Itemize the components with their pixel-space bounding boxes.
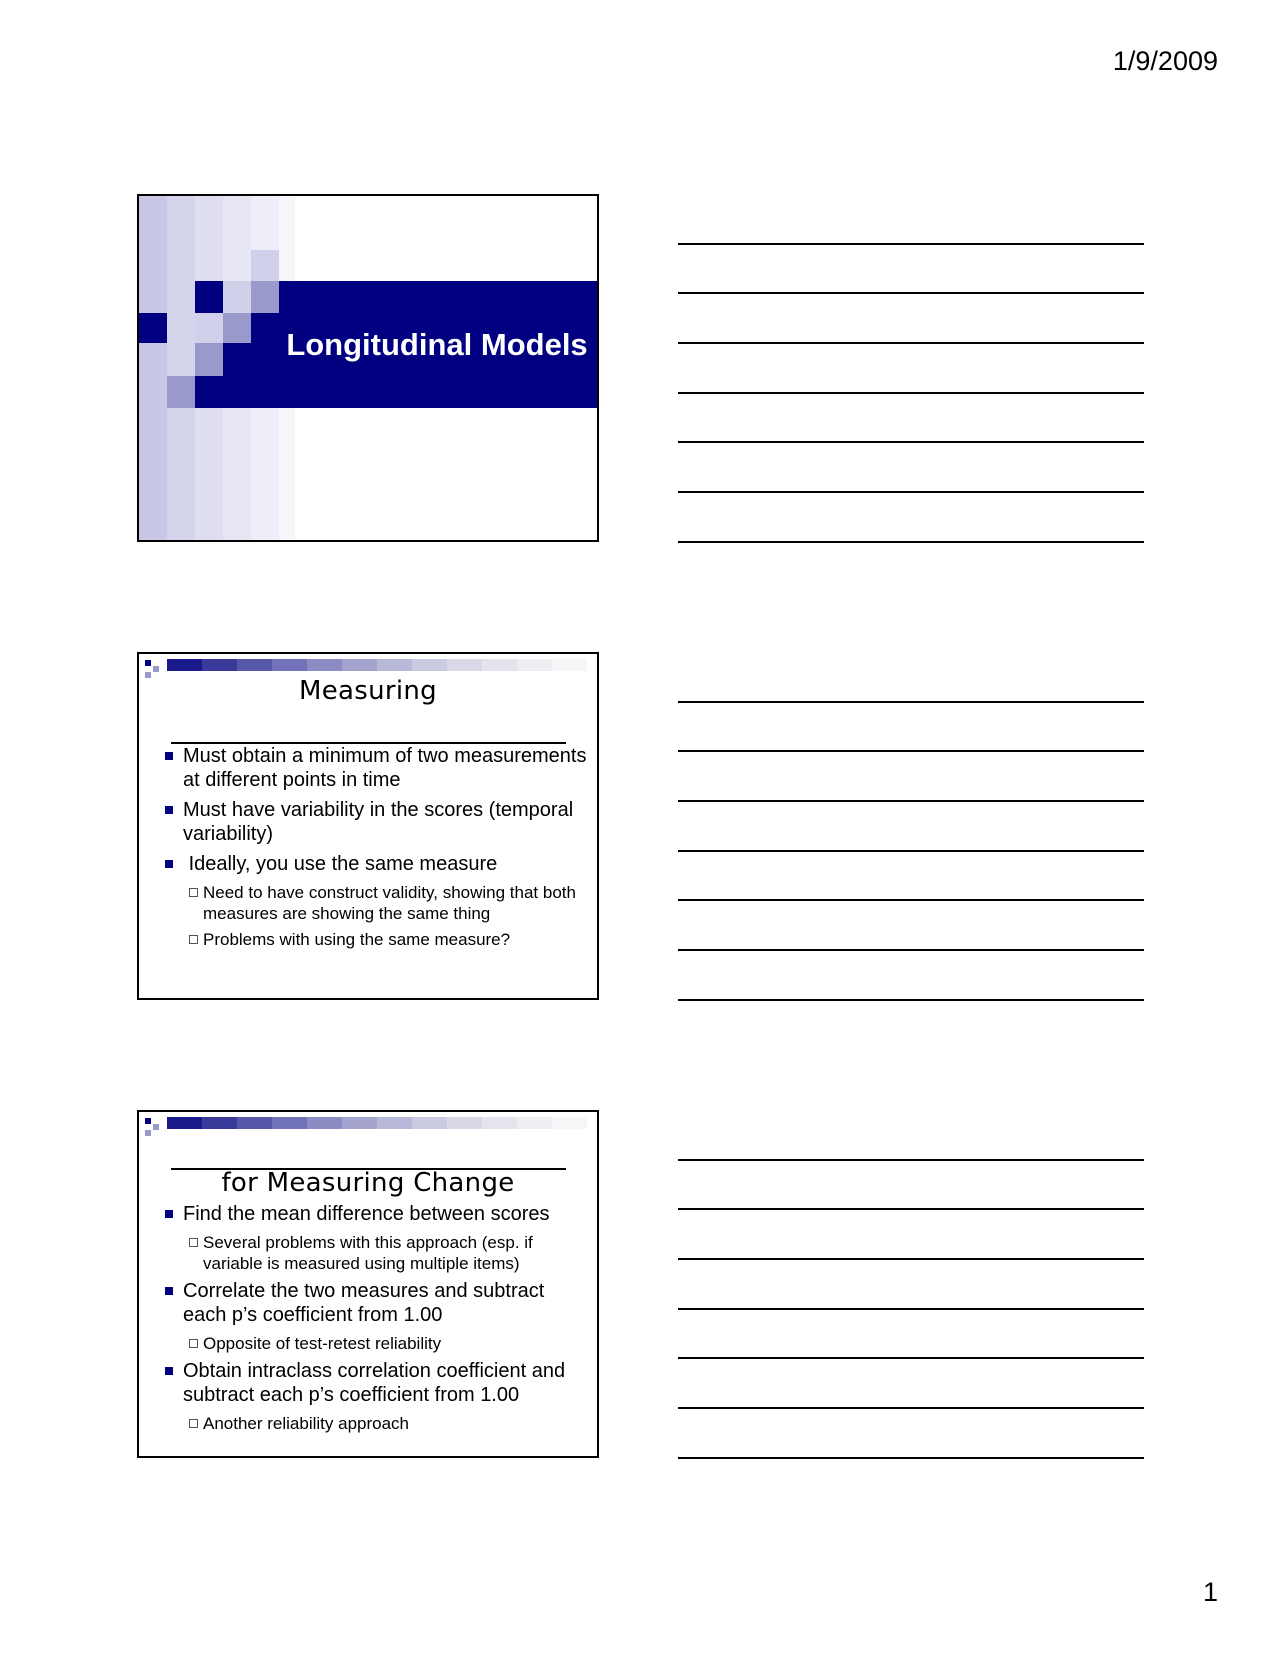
hollow-square-bullet-icon — [189, 888, 198, 897]
square-bullet-icon — [165, 752, 173, 760]
slide-measuring-change — [137, 1110, 599, 1458]
note-line — [678, 441, 1144, 443]
hollow-square-bullet-icon — [189, 935, 198, 944]
sub-bullet-item: Need to have construct validity, showing that both measures are showing the same thing — [161, 882, 591, 924]
decor-square — [251, 281, 279, 313]
note-line — [678, 1407, 1144, 1409]
note-line — [678, 342, 1144, 344]
note-line — [678, 1457, 1144, 1459]
note-line — [678, 1258, 1144, 1260]
hollow-square-bullet-icon — [189, 1419, 198, 1428]
note-line — [678, 850, 1144, 852]
square-bullet-icon — [165, 806, 173, 814]
note-line — [678, 999, 1144, 1001]
note-line — [678, 392, 1144, 394]
note-line — [678, 491, 1144, 493]
hollow-square-bullet-icon — [189, 1339, 198, 1348]
note-line — [678, 243, 1144, 245]
gradient-stripe — [167, 196, 195, 540]
page-date: 1/9/2009 — [1112, 46, 1218, 76]
note-line — [678, 800, 1144, 802]
bullet-list — [161, 1202, 591, 1439]
slide-title: Longitudinal Models — [286, 326, 588, 362]
decor-pixel — [145, 1118, 151, 1124]
sub-bullet-item: Problems with using the same measure? — [161, 929, 591, 950]
bullet-item: Ideally, you use the same measure — [161, 852, 591, 876]
bullet-list — [161, 744, 591, 955]
bullet-item: Obtain intraclass correlation coefficient and subtract each p’s coefficient from 1.00 — [161, 1359, 591, 1407]
gradient-stripe — [139, 196, 167, 540]
decor-square — [195, 313, 223, 343]
note-line — [678, 899, 1144, 901]
square-bullet-icon — [165, 1210, 173, 1218]
note-line — [678, 1308, 1144, 1310]
square-bullet-icon — [165, 1287, 173, 1295]
decor-pixel — [145, 660, 151, 666]
decor-square — [167, 376, 195, 408]
decor-pixel — [153, 1124, 159, 1130]
decor-pixel — [145, 1130, 151, 1136]
hollow-square-bullet-icon — [189, 1238, 198, 1247]
square-bullet-icon — [165, 1367, 173, 1375]
header-gradient-bar — [167, 1117, 587, 1129]
slide-title: Measuring — [299, 676, 437, 706]
decor-pixel — [153, 666, 159, 672]
sub-bullet-item: Opposite of test-retest reliability — [161, 1333, 591, 1354]
note-line — [678, 750, 1144, 752]
decor-square — [195, 343, 223, 376]
square-bullet-icon — [165, 860, 173, 868]
slide-measuring — [137, 652, 599, 1000]
note-line — [678, 1159, 1144, 1161]
note-line — [678, 1357, 1144, 1359]
decor-square — [223, 281, 251, 313]
note-line — [678, 701, 1144, 703]
bullet-item: Find the mean difference between scores — [161, 1202, 591, 1226]
note-line — [678, 949, 1144, 951]
bullet-item: Must obtain a minimum of two measurements at different points in time — [161, 744, 591, 792]
decor-square — [223, 313, 251, 343]
sub-bullet-item: Several problems with this approach (esp. if variable is measured using multiple items) — [161, 1232, 591, 1274]
sub-bullet-item: Another reliability approach — [161, 1413, 591, 1434]
bullet-item: Correlate the two measures and subtract each p’s coefficient from 1.00 — [161, 1279, 591, 1327]
decor-square — [251, 250, 279, 282]
header-gradient-bar — [167, 659, 587, 671]
note-line — [678, 292, 1144, 294]
bullet-item: Must have variability in the scores (temporal variability) — [161, 798, 591, 846]
page-number: 1 — [1202, 1577, 1218, 1607]
note-line — [678, 1208, 1144, 1210]
slide-title: for Measuring Change — [221, 1168, 515, 1198]
slide-title-longitudinal-models — [137, 194, 599, 542]
note-line — [678, 541, 1144, 543]
decor-square — [139, 313, 167, 343]
